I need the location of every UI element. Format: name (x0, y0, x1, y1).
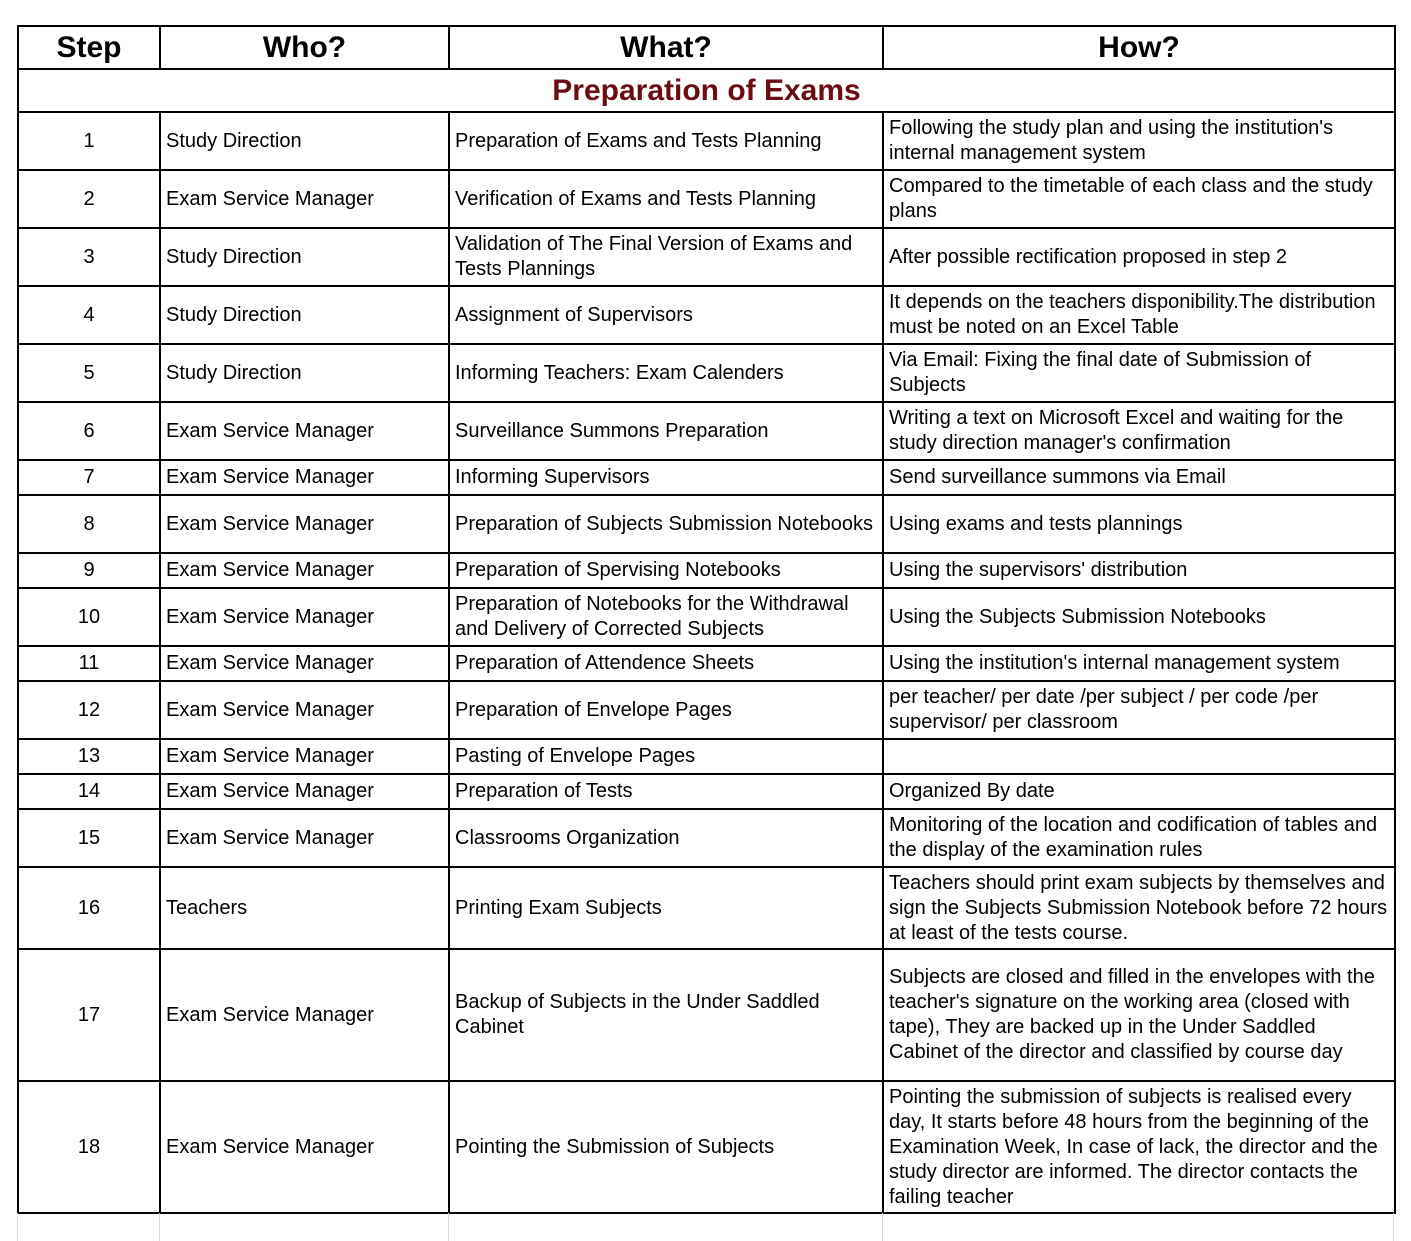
table-row (18, 112, 1395, 170)
who-cell: Exam Service Manager (160, 646, 449, 681)
who-cell: Exam Service Manager (160, 739, 449, 774)
how-cell: Writing a text on Microsoft Excel and waiting for the study direction manager's confirmation (883, 402, 1395, 460)
procedure-sheet (17, 25, 1394, 1214)
header-who: Who? (160, 26, 449, 69)
how-cell: It depends on the teachers disponibility.The distribution must be noted on an Excel Table (883, 286, 1395, 344)
who-cell: Exam Service Manager (160, 681, 449, 739)
step-cell: 18 (18, 1081, 160, 1213)
step-cell: 15 (18, 809, 160, 867)
who-cell: Exam Service Manager (160, 588, 449, 646)
section-row (18, 69, 1395, 112)
table-row (18, 588, 1395, 646)
table-row (18, 646, 1395, 681)
empty-sheet-area (17, 1213, 1394, 1241)
what-cell: Preparation of Tests (449, 774, 883, 809)
table-row (18, 809, 1395, 867)
who-cell: Exam Service Manager (160, 402, 449, 460)
who-cell: Study Direction (160, 112, 449, 170)
who-cell: Exam Service Manager (160, 949, 449, 1081)
what-cell: Surveillance Summons Preparation (449, 402, 883, 460)
how-cell: After possible rectification proposed in step 2 (883, 228, 1395, 286)
who-cell: Study Direction (160, 228, 449, 286)
step-cell: 7 (18, 460, 160, 495)
step-cell: 14 (18, 774, 160, 809)
who-cell: Study Direction (160, 344, 449, 402)
step-cell: 11 (18, 646, 160, 681)
table-row (18, 228, 1395, 286)
header-how: How? (883, 26, 1395, 69)
what-cell: Classrooms Organization (449, 809, 883, 867)
what-cell: Assignment of Supervisors (449, 286, 883, 344)
step-cell: 12 (18, 681, 160, 739)
what-cell: Backup of Subjects in the Under Saddled Cabinet (449, 949, 883, 1081)
how-cell: Compared to the timetable of each class and the study plans (883, 170, 1395, 228)
table-row (18, 1081, 1395, 1213)
who-cell: Study Direction (160, 286, 449, 344)
how-cell: per teacher/ per date /per subject / per code /per supervisor/ per classroom (883, 681, 1395, 739)
step-cell: 17 (18, 949, 160, 1081)
table-row (18, 553, 1395, 588)
what-cell: Preparation of Attendence Sheets (449, 646, 883, 681)
table-row (18, 949, 1395, 1081)
how-cell: Monitoring of the location and codification of tables and the display of the examination rules (883, 809, 1395, 867)
step-cell: 9 (18, 553, 160, 588)
who-cell: Exam Service Manager (160, 774, 449, 809)
who-cell: Exam Service Manager (160, 460, 449, 495)
table-row (18, 286, 1395, 344)
how-cell: Using exams and tests plannings (883, 495, 1395, 553)
table-row (18, 867, 1395, 949)
table-row (18, 402, 1395, 460)
step-cell: 6 (18, 402, 160, 460)
table-row (18, 495, 1395, 553)
what-cell: Validation of The Final Version of Exams and Tests Plannings (449, 228, 883, 286)
what-cell: Printing Exam Subjects (449, 867, 883, 949)
how-cell: Using the supervisors' distribution (883, 553, 1395, 588)
header-step: Step (18, 26, 160, 69)
section-title: Preparation of Exams (18, 69, 1395, 112)
what-cell: Preparation of Spervising Notebooks (449, 553, 883, 588)
who-cell: Teachers (160, 867, 449, 949)
who-cell: Exam Service Manager (160, 170, 449, 228)
step-cell: 4 (18, 286, 160, 344)
what-cell: Informing Supervisors (449, 460, 883, 495)
step-cell: 3 (18, 228, 160, 286)
table-row (18, 739, 1395, 774)
header-what: What? (449, 26, 883, 69)
who-cell: Exam Service Manager (160, 495, 449, 553)
step-cell: 10 (18, 588, 160, 646)
what-cell: Pointing the Submission of Subjects (449, 1081, 883, 1213)
how-cell: Subjects are closed and filled in the envelopes with the teacher's signature on the working area (closed with tape), They are backed up in the Under Saddled Cabinet of the director and classified by course day (883, 949, 1395, 1081)
how-cell: Using the institution's internal management system (883, 646, 1395, 681)
header-row (18, 26, 1395, 69)
how-cell: Via Email: Fixing the final date of Submission of Subjects (883, 344, 1395, 402)
table-row (18, 774, 1395, 809)
procedure-table (17, 25, 1396, 1214)
table-row (18, 681, 1395, 739)
table-row (18, 460, 1395, 495)
what-cell: Preparation of Subjects Submission Notebooks (449, 495, 883, 553)
who-cell: Exam Service Manager (160, 553, 449, 588)
what-cell: Pasting of Envelope Pages (449, 739, 883, 774)
how-cell (883, 739, 1395, 774)
how-cell: Teachers should print exam subjects by themselves and sign the Subjects Submission Notebook before 72 hours at least of the tests course. (883, 867, 1395, 949)
step-cell: 16 (18, 867, 160, 949)
what-cell: Informing Teachers: Exam Calenders (449, 344, 883, 402)
how-cell: Pointing the submission of subjects is realised every day, It starts before 48 hours from the beginning of the Examination Week, In case of lack, the director and the study director are informed. The director contacts the failing teacher (883, 1081, 1395, 1213)
step-cell: 2 (18, 170, 160, 228)
table-row (18, 170, 1395, 228)
who-cell: Exam Service Manager (160, 809, 449, 867)
step-cell: 8 (18, 495, 160, 553)
how-cell: Following the study plan and using the institution's internal management system (883, 112, 1395, 170)
step-cell: 13 (18, 739, 160, 774)
how-cell: Organized By date (883, 774, 1395, 809)
step-cell: 5 (18, 344, 160, 402)
what-cell: Preparation of Notebooks for the Withdrawal and Delivery of Corrected Subjects (449, 588, 883, 646)
how-cell: Using the Subjects Submission Notebooks (883, 588, 1395, 646)
what-cell: Preparation of Exams and Tests Planning (449, 112, 883, 170)
step-cell: 1 (18, 112, 160, 170)
what-cell: Verification of Exams and Tests Planning (449, 170, 883, 228)
table-row (18, 344, 1395, 402)
what-cell: Preparation of Envelope Pages (449, 681, 883, 739)
how-cell: Send surveillance summons via Email (883, 460, 1395, 495)
who-cell: Exam Service Manager (160, 1081, 449, 1213)
